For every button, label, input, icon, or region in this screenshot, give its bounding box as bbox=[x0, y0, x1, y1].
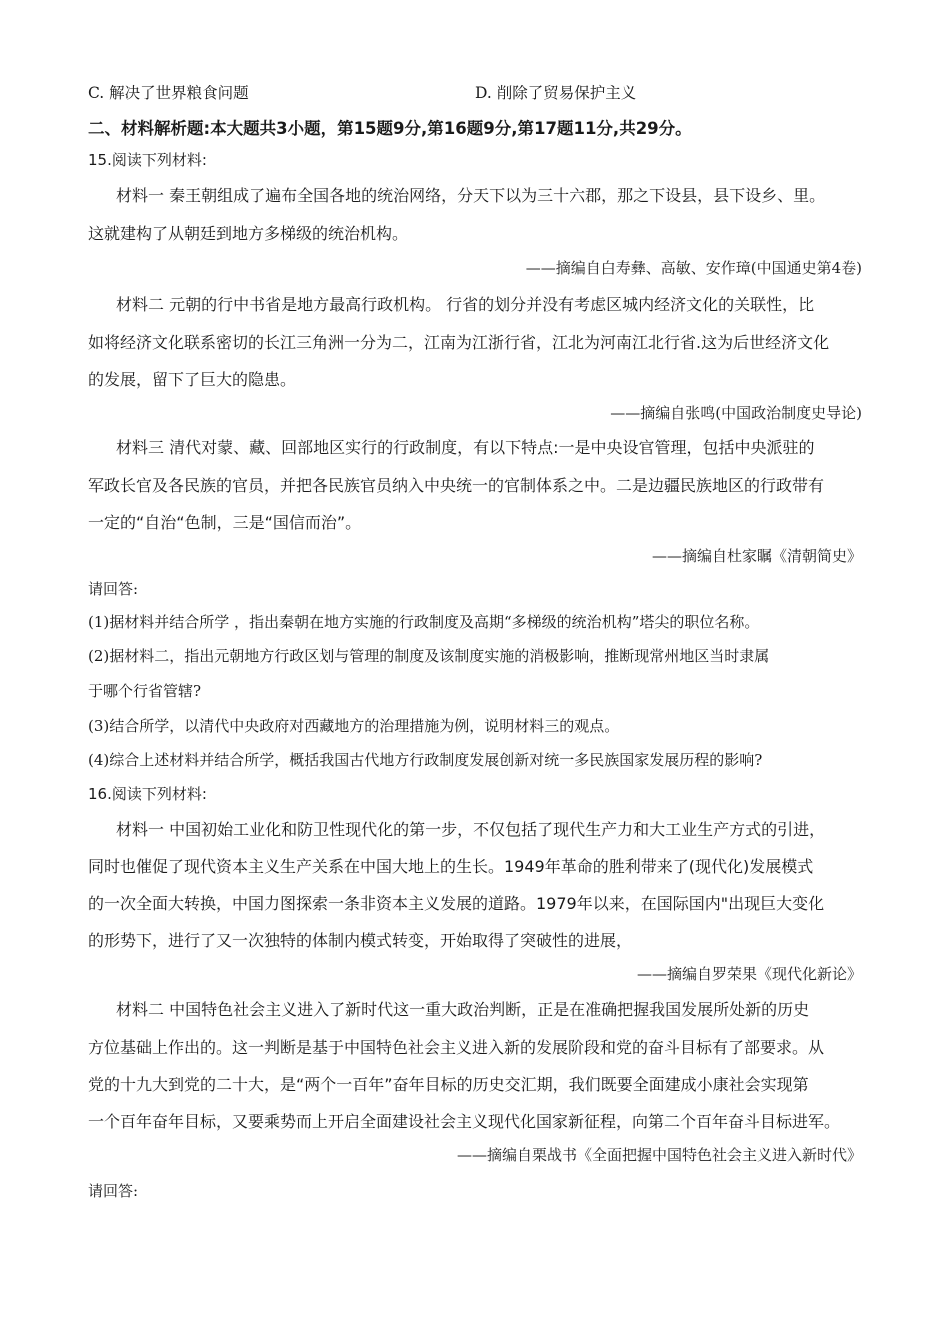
q15-sub-question-2-line-2: 于哪个行省管辖? bbox=[88, 682, 202, 700]
q15-material-3-line-1: 材料三 清代对蒙、藏、回部地区实行的行政制度，有以下特点:一是中央设官管理，包括中央派驻的 bbox=[116, 438, 815, 457]
q15-material-3-line-2: 军政长官及各民族的官员，并把各民族官员纳入中央统一的官制体系之中。二是边疆民族地区的行政带有 bbox=[88, 476, 825, 495]
q16-material-2-line-1: 材料二 中国特色社会主义进入了新时代这一重大政治判断，正是在准确把握我国发展所处新的历史 bbox=[116, 1000, 810, 1019]
q15-material-2-line-1: 材料二 元朝的行中书省是地方最高行政机构。 行省的划分并没有考虑区城内经济文化的关联性，比 bbox=[116, 295, 815, 314]
q16-material-1-line-4: 的形势下，进行了又一次独特的体制内模式转变，开始取得了突破性的进展， bbox=[88, 931, 633, 950]
q15-material-3-source: ——摘编自杜家瞩《清朝简史》 bbox=[651, 547, 862, 565]
q15-material-2-line-3: 的发展，留下了巨大的隐患。 bbox=[88, 370, 297, 389]
q16-material-1-line-1: 材料一 中国初始工业化和防卫性现代化的第一步，不仅包括了现代生产力和大工业生产方式的引进， bbox=[116, 820, 826, 839]
q16-material-2-line-3: 党的十九大到党的二十大，是“两个一百年”奋年目标的历史交汇期，我们既要全面建成小康社会实现第 bbox=[88, 1075, 809, 1094]
q16-material-1-line-2: 同时也催促了现代资本主义生产关系在中国大地上的生长。1949年革命的胜利带来了(现代化)发展模式 bbox=[88, 857, 814, 876]
q15-material-1-source: ——摘编自白寿彝、高敏、安作璋(中国通史第4卷) bbox=[525, 259, 862, 277]
q15-ask: 请回答: bbox=[88, 580, 139, 598]
q16-material-2-source: ——摘编自栗战书《全面把握中国特色社会主义进入新时代》 bbox=[456, 1146, 862, 1164]
q15-sub-question-2-line-1: (2)据材料二，指出元朝地方行政区划与管理的制度及该制度实施的消极影响，推断现常州地区当时隶属 bbox=[88, 647, 770, 665]
q16-material-2-line-2: 方位基础上作出的。这一判断是基于中国特色社会主义进入新的发展阶段和党的奋斗目标有了部要求。从 bbox=[88, 1038, 825, 1057]
q16-material-1-source: ——摘编自罗荣果《现代化新论》 bbox=[636, 965, 862, 983]
q15-sub-question-3: (3)结合所学，以清代中央政府对西藏地方的治理措施为例，说明材料三的观点。 bbox=[88, 717, 620, 735]
q16-material-2-line-4: 一个百年奋年目标，又要乘势而上开启全面建设社会主义现代化国家新征程，向第二个百年奋斗目标进军。 bbox=[88, 1112, 841, 1131]
q16-ask: 请回答: bbox=[88, 1182, 139, 1200]
option-c: C. 解决了世界粮食问题 bbox=[88, 84, 249, 102]
question-16-intro: 16.阅读下列材料: bbox=[88, 785, 207, 803]
q15-sub-question-4: (4)综合上述材料并结合所学，概括我国古代地方行政制度发展创新对统一多民族国家发展历程的影响? bbox=[88, 751, 763, 769]
q15-material-3-line-3: 一定的“自治“色制，三是“国信而治”。 bbox=[88, 513, 362, 532]
option-d: D. 削除了贸易保护主义 bbox=[475, 84, 637, 102]
q15-material-1-line-2: 这就建构了从朝廷到地方多梯级的统治机构。 bbox=[88, 224, 409, 243]
section-heading: 二、材料解析题:本大题共3小题，第15题9分,第16题9分,第17题11分,共29分。 bbox=[88, 119, 692, 138]
question-15-intro: 15.阅读下列材料: bbox=[88, 151, 207, 169]
q15-material-2-source: ——摘编自张鸣(中国政治制度史导论) bbox=[610, 404, 862, 422]
q15-sub-question-1: (1)据材料并结合所学 ，指出秦朝在地方实施的行政制度及高期“多梯级的统治机构”塔尖的职位名称。 bbox=[88, 613, 760, 631]
q15-material-2-line-2: 如将经济文化联系密切的长江三角洲一分为二，江南为江浙行省，江北为河南江北行省.这为后世经济文化 bbox=[88, 333, 830, 352]
q16-material-1-line-3: 的一次全面大转换，中国力图探索一条非资本主义发展的道路。1979年以来，在国际国内"出现巨大变化 bbox=[88, 894, 825, 913]
q15-material-1-line-1: 材料一 秦王朝组成了遍布全国各地的统治网络，分天下以为三十六郡，那之下设县，县下设乡、里。 bbox=[116, 186, 826, 205]
